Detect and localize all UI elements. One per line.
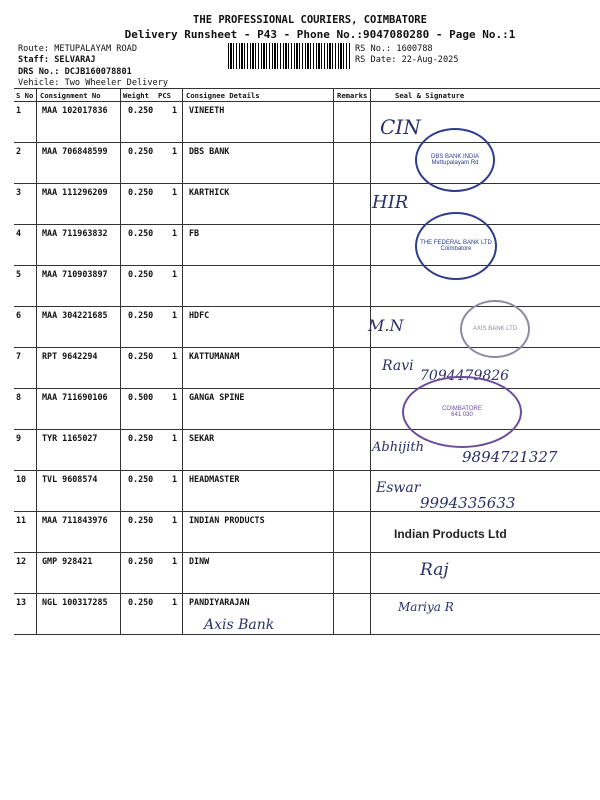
cell-pcs: 1 [172,556,178,566]
cell-sno: 3 [16,187,22,197]
cell-weight: 0.250 [128,269,154,279]
cell-consignee: GANGA SPINE [189,392,245,402]
cell-sno: 5 [16,269,22,279]
column-divider [36,88,37,635]
cell-sno: 10 [16,474,27,484]
cell-weight: 0.500 [128,392,154,402]
cell-pcs: 1 [172,597,178,607]
cell-consignment: RPT 9642294 [42,351,98,361]
cell-consignment: TVL 9608574 [42,474,98,484]
rs-number: RS No.: 1600788 [355,44,433,54]
cell-weight: 0.250 [128,310,154,320]
phone-row7: 7094479826 [420,368,510,384]
cell-consignment: MAA 111296209 [42,187,108,197]
cell-sno: 4 [16,228,22,238]
signature-row6: M.N [368,316,404,335]
cell-weight: 0.250 [128,105,154,115]
signature-row7: Ravi [382,358,414,374]
cell-consignee: DINW [189,556,210,566]
cell-sno: 8 [16,392,22,402]
cell-sno: 1 [16,105,22,115]
signature-row1: CIN [380,115,421,139]
header-pcs: PCS [158,91,171,100]
cell-consignee: HDFC [189,310,210,320]
cell-consignee: FB [189,228,200,238]
header-remarks: Remarks [337,91,368,100]
cell-consignment: TYR 1165027 [42,433,98,443]
cell-sno: 13 [16,597,27,607]
row-separator [14,470,600,471]
company-title: THE PROFESSIONAL COURIERS, COIMBATORE [193,14,427,26]
runsheet-title: Delivery Runsheet - P43 - Phone No.:9047080280 - Page No.:1 [124,28,516,41]
cell-pcs: 1 [172,515,178,525]
cell-weight: 0.250 [128,433,154,443]
cell-weight: 0.250 [128,474,154,484]
cell-consignment: GMP 928421 [42,556,93,566]
row-separator [14,224,600,225]
rs-date: RS Date: 22-Aug-2025 [355,55,459,65]
row-separator [14,634,600,635]
header-sno: S No [16,91,34,100]
cell-weight: 0.250 [128,146,154,156]
barcode [228,43,350,69]
signature-row12: Raj [420,560,449,580]
cell-consignee: KARTHICK [189,187,230,197]
header-weight: Weight [123,91,149,100]
cell-consignment: MAA 710903897 [42,269,108,279]
cell-consignee: HEADMASTER [189,474,240,484]
cell-pcs: 1 [172,269,178,279]
dbs-bank-stamp: DBS BANK INDIA Mettupalayam Rd [415,128,495,192]
cell-weight: 0.250 [128,515,154,525]
vehicle-label: Vehicle: Two Wheeler Delivery [18,78,169,88]
staff-label: Staff: SELVARAJ [18,55,96,65]
cell-weight: 0.250 [128,556,154,566]
cell-pcs: 1 [172,392,178,402]
header-consignment: Consignment No [40,91,101,100]
table-top-line [14,88,600,89]
cell-sno: 9 [16,433,22,443]
cell-consignment: MAA 304221685 [42,310,108,320]
note-row13: Axis Bank [204,617,275,633]
cell-consignee: DBS BANK [189,146,230,156]
row-separator [14,265,600,266]
column-divider [182,88,183,635]
cell-sno: 6 [16,310,22,320]
column-divider [333,88,334,635]
cell-consignment: MAA 711690106 [42,392,108,402]
signature-row3: HIR [372,192,409,213]
route-label: Route: METUPALAYAM ROAD [18,44,137,54]
cell-pcs: 1 [172,474,178,484]
cell-consignment: MAA 706848599 [42,146,108,156]
column-divider [370,88,371,635]
row-separator [14,183,600,184]
signature-row10: Eswar [376,480,421,496]
column-divider [120,88,121,635]
header-consignee: Consignee Details [186,91,260,100]
cell-consignment: MAA 102017836 [42,105,108,115]
cell-consignment: NGL 100317285 [42,597,108,607]
phone-row9: 9894721327 [462,448,558,466]
cell-sno: 2 [16,146,22,156]
cell-consignee: VINEETH [189,105,225,115]
signature-row13: Mariya R [398,600,454,614]
cell-pcs: 1 [172,187,178,197]
cell-consignee: PANDIYARAJAN [189,597,250,607]
cell-pcs: 1 [172,146,178,156]
row-separator [14,388,600,389]
cell-consignee: INDIAN PRODUCTS [189,515,265,525]
drs-number: DRS No.: DCJB160078801 [18,67,132,77]
cell-sno: 7 [16,351,22,361]
row-separator [14,552,600,553]
cell-consignment: MAA 711843976 [42,515,108,525]
cell-weight: 0.250 [128,597,154,607]
cell-sno: 12 [16,556,27,566]
table-header-line [14,101,600,102]
federal-bank-stamp: THE FEDERAL BANK LTD Coimbatore [415,212,497,280]
cell-weight: 0.250 [128,187,154,197]
cell-pcs: 1 [172,105,178,115]
cell-consignment: MAA 711963832 [42,228,108,238]
cell-weight: 0.250 [128,351,154,361]
ganga-stamp: COIMBATORE 641 030 [402,376,522,448]
axis-bank-stamp: AXIS BANK LTD [460,300,530,358]
phone-row10: 9994335633 [420,494,516,512]
cell-pcs: 1 [172,433,178,443]
cell-consignee: SEKAR [189,433,215,443]
cell-weight: 0.250 [128,228,154,238]
cell-pcs: 1 [172,351,178,361]
row-separator [14,142,600,143]
signature-row9: Abhijith [372,440,425,455]
cell-sno: 11 [16,515,27,525]
row-separator [14,593,600,594]
indian-products-stamp: Indian Products Ltd [394,527,507,541]
cell-pcs: 1 [172,228,178,238]
cell-pcs: 1 [172,310,178,320]
cell-consignee: KATTUMANAM [189,351,240,361]
header-seal: Seal & Signature [395,91,465,100]
